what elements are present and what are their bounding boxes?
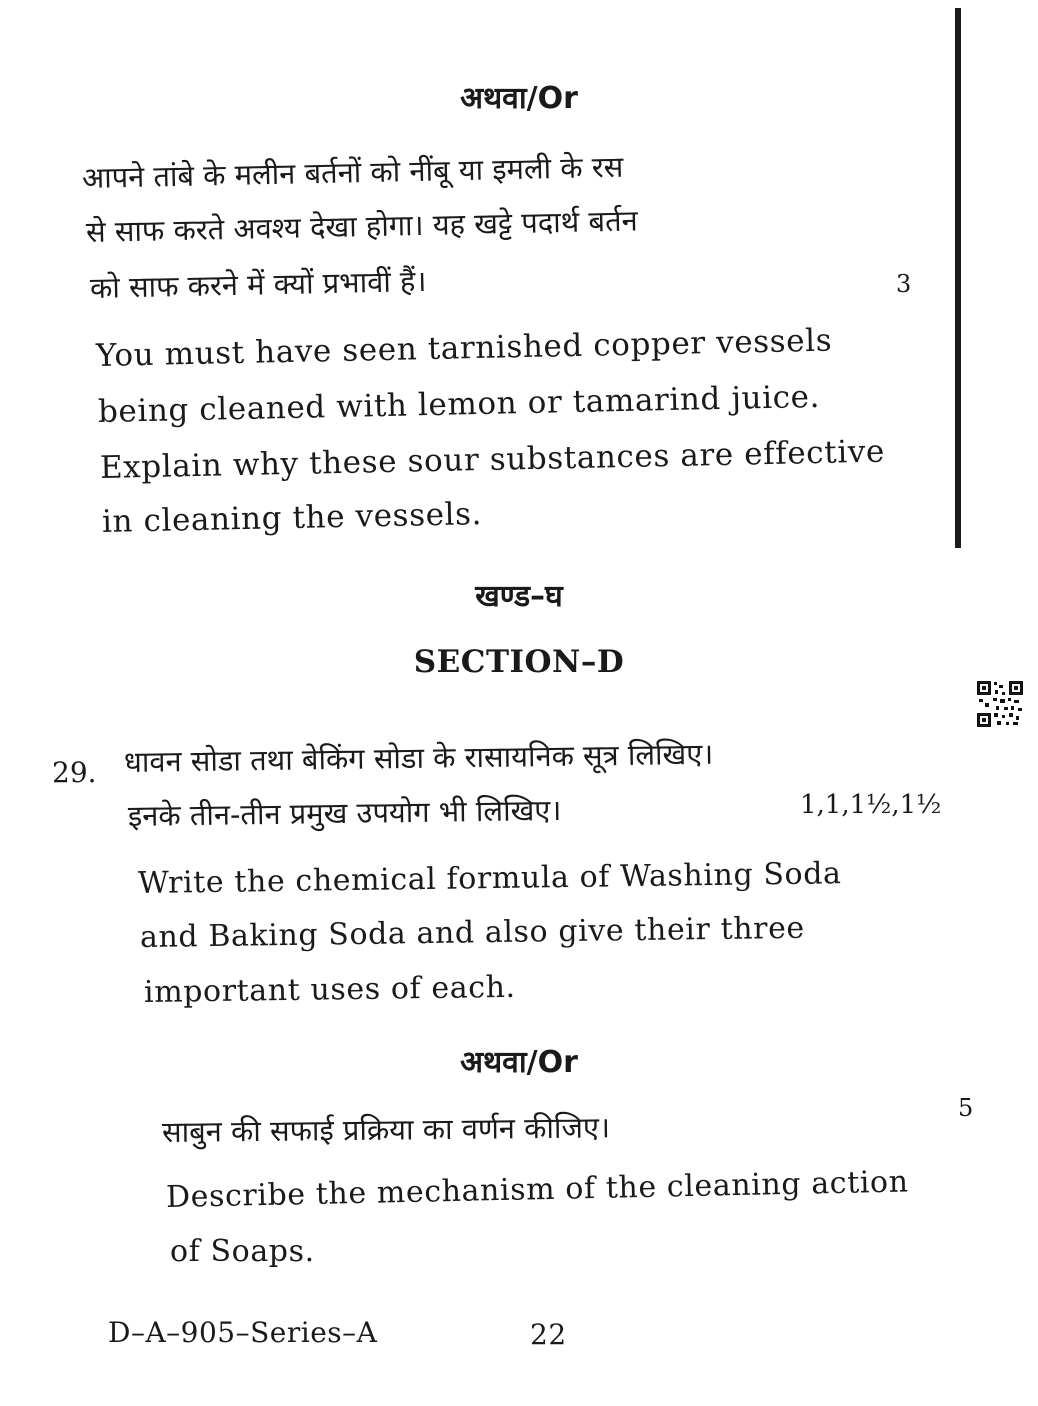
qr-code-icon (976, 680, 1024, 728)
english-question-line: You must have seen tarnished copper vessels (95, 322, 833, 374)
english-alternate-question-line: Describe the mechanism of the cleaning action (165, 1164, 909, 1215)
or-heading: अथवा/Or (460, 81, 578, 116)
hindi-question-line: से साफ करते अवश्य देखा होगा। यह खट्टे पदार्थ बर्तन (85, 203, 638, 249)
section-title-hindi: खण्ड–घ (475, 579, 563, 614)
english-question-line: important uses of each. (143, 969, 516, 1010)
marks-label: 1,1,1½,1½ (800, 790, 942, 820)
marks-label: 3 (896, 270, 912, 298)
hindi-question-line: धावन सोडा तथा बेकिंग सोडा के रासायनिक सूत्र लिखिए। (123, 736, 714, 779)
paper-code: D–A–905–Series–A (108, 1316, 378, 1349)
english-question-line: in cleaning the vessels. (101, 496, 483, 540)
hindi-question-line: को साफ करने में क्यों प्रभावीं हैं। (89, 263, 427, 305)
section-title-english: SECTION–D (413, 644, 625, 680)
page-number: 22 (530, 1318, 567, 1351)
marks-label: 5 (958, 1094, 974, 1122)
or-heading: अथवा/Or (460, 1045, 578, 1080)
hindi-alternate-question: साबुन की सफाई प्रक्रिया का वर्णन कीजिए। (161, 1110, 611, 1149)
english-alternate-question-line: of Soaps. (170, 1234, 315, 1269)
hindi-question-line: इनके तीन-तीन प्रमुख उपयोग भी लिखिए। (127, 792, 562, 833)
english-question-line: Explain why these sour substances are effective (99, 433, 886, 486)
question-number: 29. (52, 756, 97, 789)
hindi-question-line: आपने तांबे के मलीन बर्तनों को नींबू या इमली के रस (81, 149, 624, 195)
english-question-line: being cleaned with lemon or tamarind juice. (97, 378, 821, 430)
english-question-line: Write the chemical formula of Washing Soda (137, 856, 842, 901)
english-question-line: and Baking Soda and also give their three (139, 910, 806, 955)
